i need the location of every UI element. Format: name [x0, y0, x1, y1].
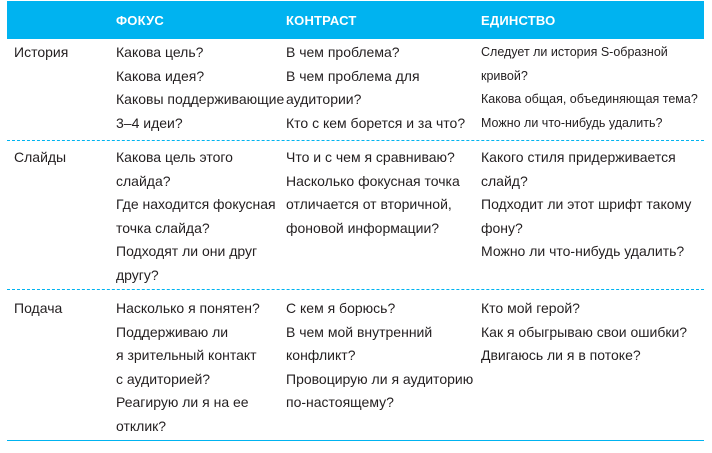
cell-line: аудитории? [286, 91, 362, 107]
cell-line: Кто мой герой? [481, 300, 580, 316]
cell-line: Провоцирую ли я аудиторию [286, 370, 474, 387]
cell-line: кривой? [481, 68, 528, 83]
cell-line: Двигаюсь ли я в потоке? [481, 347, 641, 363]
table-row [7, 145, 704, 287]
cell-line: Можно ли что-нибудь удалить? [481, 243, 685, 259]
cell-line: Где находится фокусная [116, 196, 276, 212]
cell-line: по-настоящему? [286, 394, 394, 410]
cell-line: точка слайда? [116, 219, 210, 236]
cell-line: Насколько фокусная точка [286, 172, 460, 189]
cell-line: Насколько я понятен? [116, 300, 260, 316]
cell-line: Какого стиля придерживается [481, 149, 676, 165]
header-unity: ЕДИНСТВО [481, 13, 556, 28]
unity-cell [481, 146, 691, 264]
unity-cell [481, 297, 687, 368]
cell-line: Какова общая, объединяющая тема? [481, 92, 698, 106]
focus-cell [116, 297, 260, 438]
cell-line: С кем я борюсь? [286, 300, 396, 316]
cell-line: слайд? [481, 172, 528, 189]
cell-line: Можно ли что-нибудь удалить? [481, 115, 663, 130]
row-label [14, 146, 66, 170]
cell-line: В чем проблема для [286, 67, 420, 84]
table-row [7, 296, 704, 438]
contrast-cell [286, 146, 460, 240]
cell-line: я зрительный контакт [116, 347, 257, 363]
cell-line: Какова идея? [116, 67, 205, 84]
cell-line: слайда? [116, 172, 171, 189]
table-row [7, 40, 704, 140]
row-label-text: Подача [14, 300, 63, 316]
cell-line: с аудиторией? [116, 370, 211, 387]
row-label-text: История [14, 44, 69, 60]
focus-cell [116, 41, 284, 135]
cell-line: В чем мой внутренний [286, 323, 433, 340]
header-focus: ФОКУС [116, 13, 164, 28]
focus-cell [116, 146, 276, 287]
cell-line: Какова цель этого [116, 149, 233, 165]
cell-line: Подходит ли этот шрифт такому [481, 196, 692, 212]
cell-line: конфликт? [286, 347, 356, 363]
contrast-cell [286, 41, 465, 135]
row-divider [7, 289, 704, 290]
row-label [14, 297, 62, 321]
cell-line: другу? [116, 266, 159, 283]
cell-line: отличается от вторичной, [286, 196, 452, 212]
cell-line: Подходят ли они друг [116, 243, 258, 259]
row-label [14, 41, 68, 65]
header-contrast: КОНТРАСТ [286, 13, 357, 28]
cell-line: Каковы поддерживающие [116, 91, 285, 107]
table-bottom-rule [7, 440, 704, 441]
unity-cell [481, 41, 698, 135]
cell-line: Какова цель? [116, 44, 204, 60]
cell-line: Поддерживаю ли [116, 323, 229, 340]
cell-line: отклик? [116, 417, 167, 434]
cell-line: В чем проблема? [286, 44, 400, 60]
cell-line: фону? [481, 219, 523, 236]
row-divider [7, 140, 704, 141]
cell-line: Кто с кем борется и за что? [286, 114, 466, 131]
cell-line: Следует ли история S-образной [481, 45, 668, 59]
cell-line: 3–4 идеи? [116, 114, 183, 131]
contrast-cell [286, 297, 473, 415]
cell-line: Что и с чем я сравниваю? [286, 149, 455, 165]
cell-line: Как я обыгрываю свои ошибки? [481, 323, 688, 340]
table-header [7, 1, 704, 39]
cell-line: Реагирую ли я на ее [116, 394, 249, 410]
row-label-text: Слайды [14, 149, 67, 165]
cell-line: фоновой информации? [286, 219, 440, 236]
